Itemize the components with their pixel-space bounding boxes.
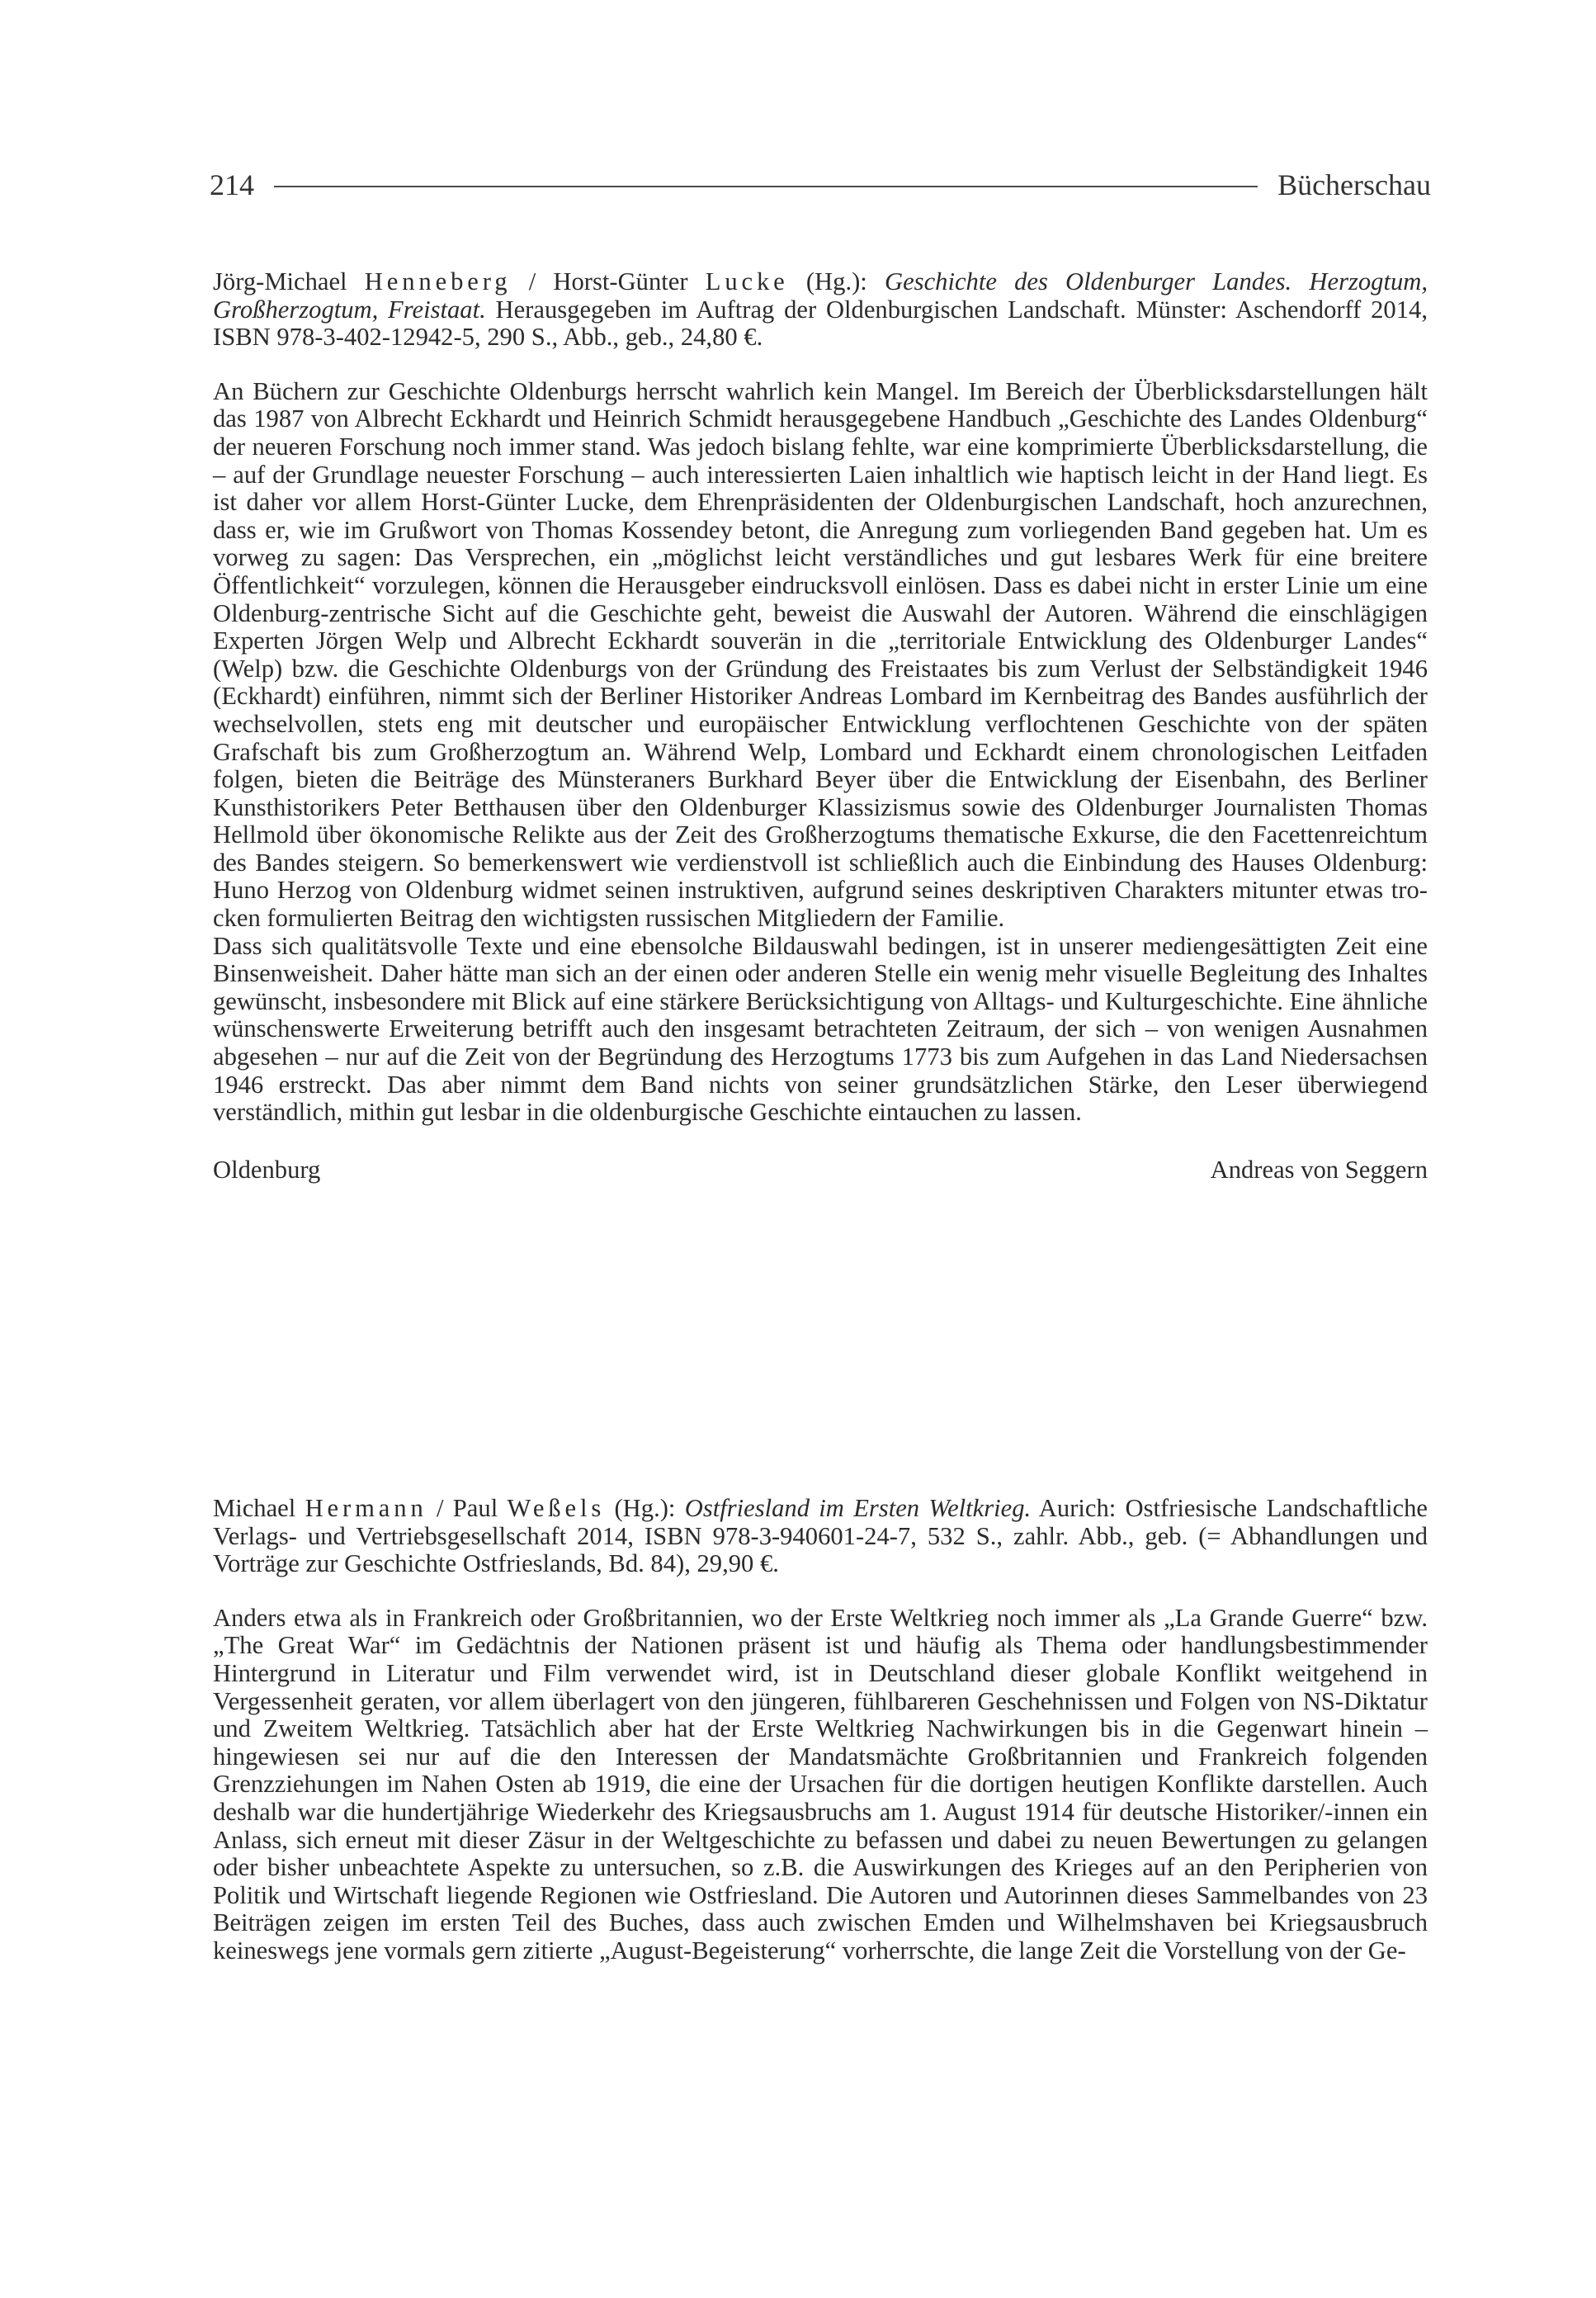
- publication-details: Aurich: Ostfriesische Landschaftliche Verlags- und Vertriebsgesellschaft 2014, ISBN 978-3-940601-24-7, 532 S., zahlr. Abb., geb. (= Abhandlungen und Vorträge zur Geschichte Ostfrieslands, Bd. 84), 29,90 €.: [213, 1494, 1428, 1578]
- citation: [213, 268, 1428, 352]
- citation: [213, 1495, 1428, 1578]
- book-title: Ostfriesland im Ersten Weltkrieg.: [684, 1494, 1032, 1522]
- editor-first-name: Paul: [452, 1494, 498, 1522]
- editor-surname: Henneberg: [364, 267, 512, 296]
- editor-surname: Hermann: [305, 1494, 427, 1522]
- review-place: Oldenburg: [213, 1155, 321, 1184]
- editors-abbrev: (Hg.):: [614, 1494, 676, 1522]
- book-title: Geschichte des Oldenburger Landes. Herzogtum, Großherzogtum, Freistaat.: [213, 267, 1428, 324]
- page-number: 214: [210, 168, 254, 201]
- editor-first-name: Horst-Günter: [553, 267, 688, 296]
- reviewer-name: Andreas von Seggern: [1210, 1155, 1428, 1184]
- paragraph: Dass sich qualitätsvolle Texte und eine ebensolche Bildauswahl bedingen, ist in unserer mediengesättigten Zeit eine Binsenweisheit. Daher hätte man sich an der einen oder anderen Stelle ein wenig mehr visuelle Begleitung des Inhaltes gewünscht, insbesondere mit Blick auf eine stärkere Berücksichtigung von Alltags- und Kulturgeschichte. Eine ähnliche wünschenswerte Erweiterung betrifft auch den insgesamt betrachteten Zeitraum, der sich – von wenigen Ausnahmen abgesehen – nur auf die Zeit von der Begründung des Herzogtums 1773 bis zum Aufgehen in das Land Niedersachsen 1946 erstreckt. Das aber nimmt dem Band nichts von seiner grundsätzlichen Stärke, den Leser überwiegend verständlich, mithin gut lesbar in die oldenburgische Geschichte eintauchen zu lassen.: [213, 931, 1428, 1127]
- separator: /: [528, 267, 536, 296]
- header-rule: [274, 186, 1258, 187]
- editor-first-name: Michael: [213, 1494, 296, 1522]
- review-text: [213, 378, 1428, 1127]
- running-title: Bücherschau: [1277, 168, 1431, 201]
- paragraph: An Büchern zur Geschichte Oldenburgs herrscht wahrlich kein Mangel. Im Bereich der Überblicksdarstellungen hält das 1987 von Albrecht Eckhardt und Heinrich Schmidt herausgegebene Handbuch „Geschichte des Landes Oldenburg“ der neueren Forschung noch immer stand. Was jedoch bislang fehlte, war eine komprimierte Überblicksdarstellung, die – auf der Grundlage neuester Forschung – auch interessierten Laien inhaltlich wie haptisch leicht in der Hand liegt. Es ist daher vor allem Horst-Günter Lucke, dem Ehrenpräsidenten der Oldenburgischen Landschaft, hoch anzurechnen, dass er, wie im Grußwort von Thomas Kossendey betont, die Anregung zum vorliegenden Band gegeben hat. Um es vorweg zu sagen: Das Versprechen, ein „möglichst leicht verständliches und gut lesbares Werk für eine breitere Öffentlichkeit“ vorzulegen, können die Herausgeber eindrucksvoll einlösen. Dass es dabei nicht in erster Linie um eine Oldenburg-zentrische Sicht auf die Geschichte geht, beweist die Auswahl der Autoren. Während die einschlägigen Experten Jörgen Welp und Albrecht Eckhardt souverän in die „territoriale Entwicklung des Oldenburger Landes“ (Welp) bzw. die Geschichte Oldenburgs von der Gründung des Freistaates bis zum Verlust der Selbständigkeit 1946 (Eckhardt) einführen, nimmt sich der Berliner Historiker Andreas Lombard im Kernbeitrag des Bandes ausführlich der wechselvollen, stets eng mit deutscher und europäischer Entwicklung verflochtenen Geschichte von der späten Grafschaft bis zum Großherzogtum an. Während Welp, Lombard und Eckhardt einem chronologischen Leitfaden folgen, bieten die Beiträge des Münsteraners Burkhard Beyer über die Entwicklung der Eisenbahn, des Berliner Kunsthistorikers Peter Betthausen über den Oldenburger Klassizismus sowie des Oldenburger Journalisten Thomas Hellmold über ökonomische Relikte aus der Zeit des Großherzogtums thematische Exkurse, die den Facettenreichtum des Bandes steigern. So bemerkenswert wie verdienstvoll ist schließlich auch die Einbindung des Hauses Oldenburg: Huno Herzog von Oldenburg widmet seinen instruktiven, aufgrund seines deskriptiven Charakters mitunter etwas trocken formulierten Beitrag den wichtigsten russischen Mitgliedern der Familie.: [213, 376, 1428, 933]
- page-header: [210, 162, 1431, 208]
- paragraph: Anders etwa als in Frankreich oder Großbritannien, wo der Erste Weltkrieg noch immer als „La Grande Guerre“ bzw. „The Great War“ im Gedächtnis der Nationen präsent ist und häufig als Thema oder handlungsbestimmender Hintergrund in Literatur und Film verwendet wird, ist in Deutschland dieser globale Konflikt weitgehend in Vergessenheit geraten, vor allem überlagert von den jüngeren, fühlbareren Geschehnissen und Folgen von NS-Diktatur und Zweitem Weltkrieg. Tatsächlich aber hat der Erste Weltkrieg Nachwirkungen bis in die Gegenwart hinein – hingewiesen sei nur auf die den Interessen der Mandatsmächte Großbritannien und Frankreich folgenden Grenzziehungen im Nahen Osten ab 1919, die eine der Ursachen für die dortigen heutigen Konflikte darstellen. Auch deshalb war die hundertjährige Wiederkehr des Kriegsausbruchs am 1. August 1914 für deutsche Historiker/-innen ein Anlass, sich erneut mit dieser Zäsur in der Weltgeschichte zu befassen und dabei zu neuen Bewertungen zu gelangen oder bisher unbeachtete Aspekte zu untersuchen, so z.B. die Auswirkungen des Krieges auf an den Peripherien von Politik und Wirtschaft liegende Regionen wie Ostfriesland. Die Autoren und Autorinnen dieses Sammelbandes von 23 Beiträgen zeigen im ersten Teil des Buches, dass auch zwischen Emden und Wilhelmshaven bei Kriegsausbruch keineswegs jene vormals gern zitierte „August-Begeisterung“ vorherrschte, die lange Zeit die Vorstellung von der Ge-: [213, 1603, 1428, 1965]
- review-oldenburg: [213, 268, 1428, 1184]
- review-signature: [213, 1156, 1428, 1184]
- editor-surname: Weßels: [507, 1494, 606, 1522]
- separator: /: [436, 1494, 444, 1522]
- review-ostfriesland: [213, 1495, 1428, 1965]
- editor-first-name: Jörg-Michael: [213, 267, 347, 296]
- publication-details: Herausgegeben im Auftrag der Oldenburgischen Landschaft. Münster: Aschendorff 2014, ISBN 978-3-402-12942-5, 290 S., Abb., geb., 24,80 €.: [213, 295, 1428, 352]
- review-text: [213, 1605, 1428, 1965]
- editors-abbrev: (Hg.):: [805, 267, 867, 296]
- editor-surname: Lucke: [705, 267, 789, 296]
